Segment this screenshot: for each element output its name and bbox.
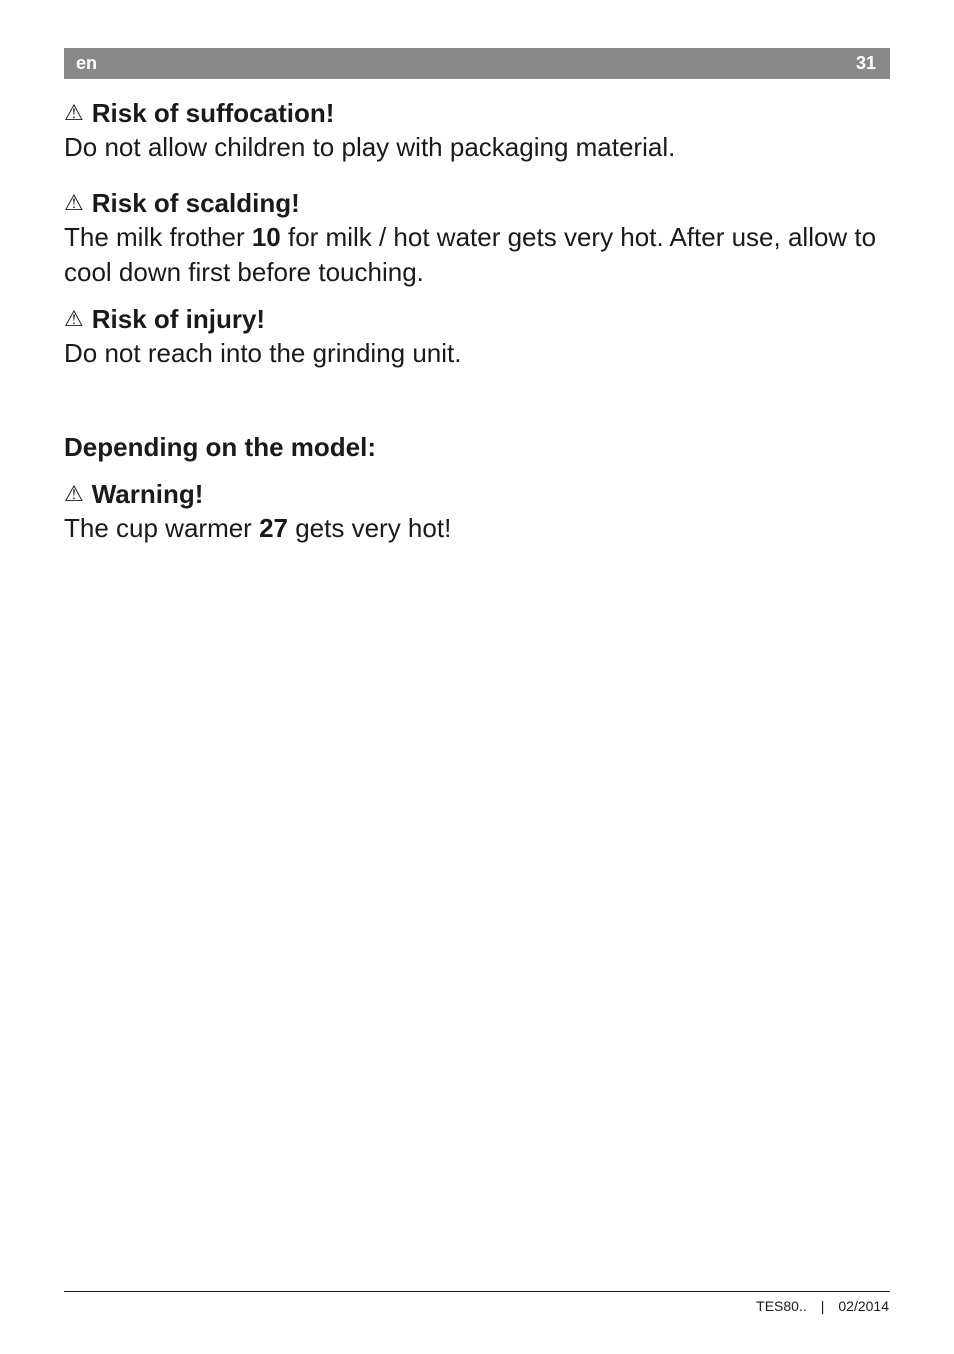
warning-heading	[64, 186, 894, 220]
warning-triangle-icon: ⚠	[64, 100, 84, 125]
body-text-post: gets very hot!	[288, 513, 452, 543]
heading-text: Risk of injury!	[91, 304, 266, 334]
suffocation-warning	[64, 96, 894, 165]
injury-warning	[64, 302, 894, 371]
part-number: 27	[259, 513, 288, 543]
language-label: en	[76, 53, 98, 73]
scalding-warning	[64, 186, 894, 290]
heading-text: Risk of suffocation!	[91, 98, 335, 128]
page-content	[64, 96, 894, 546]
footer-divider	[64, 1291, 890, 1292]
model-code: TES80..	[756, 1298, 807, 1314]
warning-triangle-icon: ⚠	[64, 306, 84, 331]
page-header-bar	[64, 48, 890, 79]
warning-triangle-icon: ⚠	[64, 190, 84, 215]
cup-warmer-warning	[64, 477, 894, 546]
part-number: 10	[251, 222, 281, 252]
page-footer	[756, 1298, 889, 1314]
body-text-pre: The milk frother	[64, 222, 252, 252]
heading-text: Warning!	[91, 479, 204, 509]
warning-body	[64, 220, 894, 290]
warning-body: Do not reach into the grinding unit.	[64, 338, 462, 368]
model-note-title: Depending on the model:	[64, 432, 376, 462]
warning-body: Do not allow children to play with packaging material.	[64, 132, 676, 162]
publication-date: 02/2014	[838, 1298, 889, 1314]
warning-heading	[64, 96, 894, 130]
body-text-pre: The cup warmer	[64, 513, 260, 543]
warning-body	[64, 511, 894, 546]
warning-heading	[64, 477, 894, 511]
page-number: 31	[855, 53, 876, 73]
warning-heading	[64, 302, 894, 336]
warning-triangle-icon: ⚠	[64, 481, 84, 506]
body-text-post: for milk / hot water gets very hot. After use, allow to cool down first before touching.	[64, 222, 877, 287]
heading-text: Risk of scalding!	[91, 188, 300, 218]
footer-separator: |	[820, 1298, 825, 1314]
